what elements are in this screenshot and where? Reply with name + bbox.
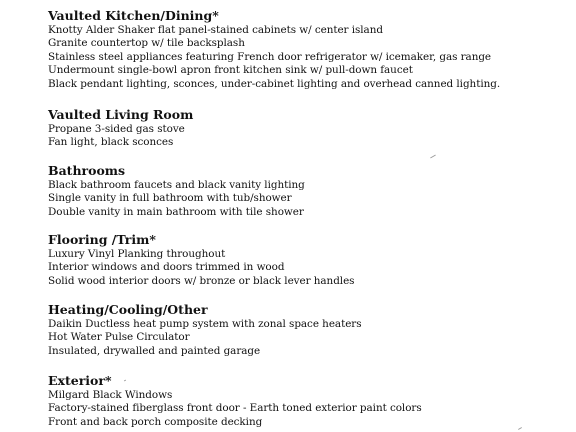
feature-line: Knotty Alder Shaker flat panel-stained cabinets w/ center island bbox=[48, 24, 383, 36]
feature-line: Hot Water Pulse Circulator bbox=[48, 331, 190, 344]
feature-line: Luxury Vinyl Planking throughout bbox=[48, 248, 226, 260]
scan-speck bbox=[430, 155, 436, 159]
feature-line: Undermount single-bowl apron front kitchen sink w/ pull-down faucet bbox=[48, 64, 413, 77]
section-flooring-trim bbox=[48, 232, 568, 288]
feature-line: Black bathroom faucets and black vanity lighting bbox=[48, 179, 305, 191]
feature-line: Single vanity in full bathroom with tub/shower bbox=[48, 192, 292, 205]
feature-line: Interior windows and doors trimmed in wood bbox=[48, 261, 285, 274]
feature-line: Daikin Ductless heat pump system with zonal space heaters bbox=[48, 318, 362, 330]
feature-line: Insulated, drywalled and painted garage bbox=[48, 344, 261, 357]
feature-line: Propane 3-sided gas stove bbox=[48, 123, 185, 135]
section-exterior bbox=[48, 373, 568, 429]
feature-line: Black pendant lighting, sconces, under-cabinet lighting and overhead canned lighting. bbox=[48, 77, 501, 90]
section-heading: Bathrooms bbox=[48, 163, 126, 178]
section-heading: Exterior* bbox=[48, 373, 112, 388]
feature-line: Stainless steel appliances featuring French door refrigerator w/ icemaker, gas range bbox=[48, 50, 492, 63]
feature-line: Fan light, black sconces bbox=[48, 136, 174, 149]
section-heading: Heating/Cooling/Other bbox=[48, 302, 208, 317]
feature-line: Front and back porch composite decking bbox=[48, 415, 263, 428]
section-heading: Flooring /Trim* bbox=[48, 232, 156, 247]
section-heading: Vaulted Kitchen/Dining* bbox=[48, 8, 219, 23]
section-heating-cooling-other bbox=[48, 302, 568, 358]
feature-line: Double vanity in main bathroom with tile shower bbox=[48, 205, 304, 218]
feature-line: Factory-stained fiberglass front door - Earth toned exterior paint colors bbox=[48, 402, 422, 415]
section-heading: Vaulted Living Room bbox=[48, 107, 194, 122]
section-kitchen-dining bbox=[48, 8, 568, 91]
feature-line: Milgard Black Windows bbox=[48, 389, 173, 401]
section-living-room bbox=[48, 107, 568, 150]
feature-line: Granite countertop w/ tile backsplash bbox=[48, 37, 245, 50]
section-bathrooms bbox=[48, 163, 568, 219]
feature-line: Solid wood interior doors w/ bronze or black lever handles bbox=[48, 274, 355, 287]
